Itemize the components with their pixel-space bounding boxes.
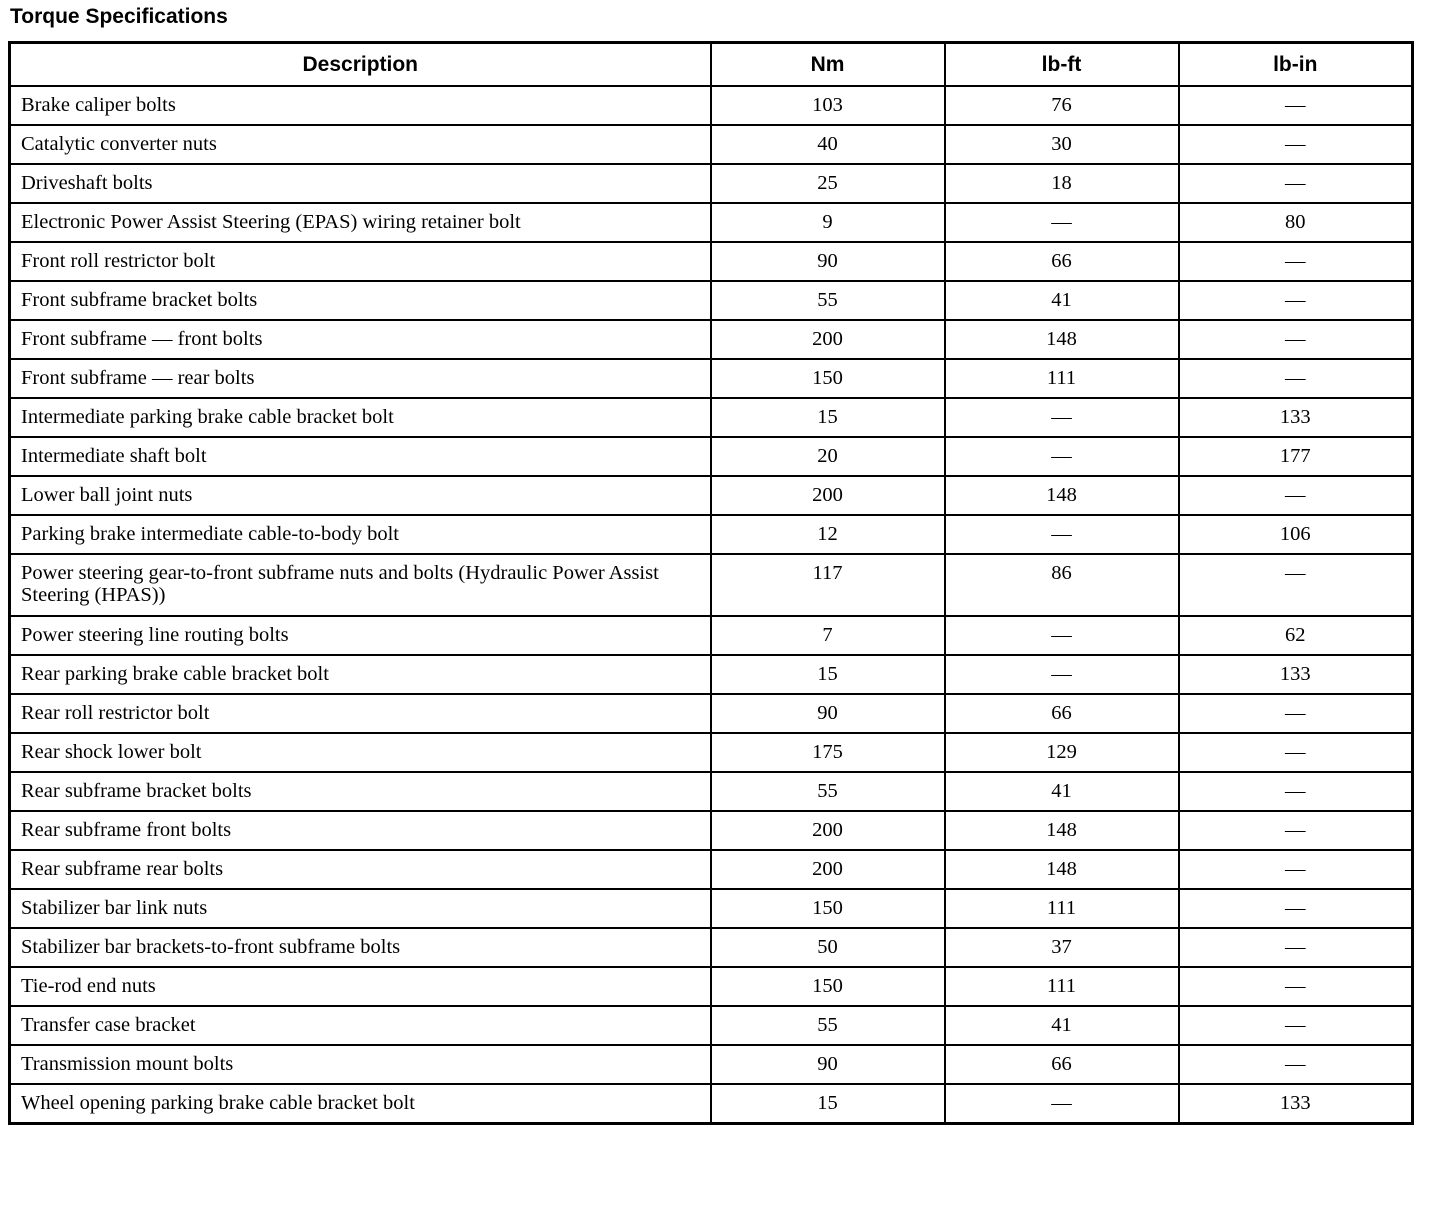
cell-description: Stabilizer bar brackets-to-front subframe bolts [10,928,711,967]
cell-description: Power steering line routing bolts [10,616,711,655]
cell-description: Front subframe — rear bolts [10,359,711,398]
cell-nm: 55 [711,1006,945,1045]
cell-lb-in: 80 [1179,203,1413,242]
cell-lb-ft: 18 [945,164,1179,203]
table-row [10,1006,1413,1045]
cell-nm: 12 [711,515,945,554]
cell-description: Rear subframe front bolts [10,811,711,850]
table-row [10,281,1413,320]
cell-description: Front subframe bracket bolts [10,281,711,320]
cell-nm: 40 [711,125,945,164]
cell-nm: 15 [711,1084,945,1123]
table-row [10,889,1413,928]
cell-nm: 15 [711,398,945,437]
cell-nm: 150 [711,967,945,1006]
table-row [10,476,1413,515]
cell-nm: 50 [711,928,945,967]
cell-lb-ft: — [945,1084,1179,1123]
table-row [10,616,1413,655]
cell-lb-in: — [1179,86,1413,125]
table-row [10,733,1413,772]
cell-lb-in: — [1179,242,1413,281]
cell-lb-in: — [1179,967,1413,1006]
cell-lb-ft: 148 [945,850,1179,889]
table-row [10,928,1413,967]
cell-description: Rear subframe rear bolts [10,850,711,889]
cell-lb-ft: 37 [945,928,1179,967]
cell-lb-in: — [1179,928,1413,967]
table-row [10,398,1413,437]
cell-lb-ft: 41 [945,281,1179,320]
cell-lb-ft: 30 [945,125,1179,164]
cell-lb-ft: — [945,437,1179,476]
table-row [10,967,1413,1006]
cell-lb-in: — [1179,811,1413,850]
cell-lb-in: — [1179,320,1413,359]
cell-lb-ft: 66 [945,694,1179,733]
cell-lb-in: 133 [1179,655,1413,694]
table-row [10,850,1413,889]
cell-lb-in: — [1179,889,1413,928]
table-row [10,242,1413,281]
table-row [10,86,1413,125]
cell-description: Catalytic converter nuts [10,125,711,164]
cell-lb-ft: 148 [945,320,1179,359]
cell-lb-in: — [1179,554,1413,616]
cell-description: Parking brake intermediate cable-to-body bolt [10,515,711,554]
cell-description: Transmission mount bolts [10,1045,711,1084]
cell-description: Front subframe — front bolts [10,320,711,359]
cell-description: Intermediate shaft bolt [10,437,711,476]
cell-lb-in: 133 [1179,398,1413,437]
cell-nm: 7 [711,616,945,655]
cell-description: Intermediate parking brake cable bracket bolt [10,398,711,437]
cell-description: Rear shock lower bolt [10,733,711,772]
table-row [10,811,1413,850]
cell-lb-in: 177 [1179,437,1413,476]
table-row [10,164,1413,203]
cell-lb-ft: 148 [945,476,1179,515]
cell-lb-ft: — [945,616,1179,655]
cell-lb-ft: 86 [945,554,1179,616]
cell-nm: 200 [711,850,945,889]
cell-nm: 55 [711,281,945,320]
table-row [10,1084,1413,1123]
cell-description: Transfer case bracket [10,1006,711,1045]
cell-lb-in: — [1179,1045,1413,1084]
cell-description: Rear subframe bracket bolts [10,772,711,811]
cell-description: Front roll restrictor bolt [10,242,711,281]
cell-nm: 117 [711,554,945,616]
table-row [10,694,1413,733]
cell-description: Wheel opening parking brake cable bracket bolt [10,1084,711,1123]
cell-description: Lower ball joint nuts [10,476,711,515]
cell-nm: 55 [711,772,945,811]
table-row [10,1045,1413,1084]
table-row [10,320,1413,359]
table-row [10,359,1413,398]
header-nm: Nm [711,43,945,87]
cell-nm: 150 [711,889,945,928]
page-title: Torque Specifications [10,5,228,28]
cell-nm: 200 [711,320,945,359]
torque-spec-table [8,41,1414,1125]
cell-nm: 200 [711,476,945,515]
cell-lb-ft: 66 [945,1045,1179,1084]
cell-lb-ft: 129 [945,733,1179,772]
cell-lb-in: — [1179,733,1413,772]
cell-lb-ft: 148 [945,811,1179,850]
cell-lb-in: 62 [1179,616,1413,655]
cell-nm: 15 [711,655,945,694]
cell-lb-ft: 111 [945,967,1179,1006]
cell-lb-ft: — [945,398,1179,437]
cell-lb-in: — [1179,125,1413,164]
cell-lb-in: — [1179,359,1413,398]
cell-nm: 175 [711,733,945,772]
cell-description: Electronic Power Assist Steering (EPAS) wiring retainer bolt [10,203,711,242]
cell-lb-ft: — [945,655,1179,694]
table-row [10,437,1413,476]
table-row [10,515,1413,554]
cell-lb-ft: 41 [945,772,1179,811]
cell-nm: 90 [711,1045,945,1084]
cell-description: Driveshaft bolts [10,164,711,203]
header-lb-in: lb-in [1179,43,1413,87]
table-body [10,86,1413,1123]
header-lb-ft: lb-ft [945,43,1179,87]
cell-lb-ft: 111 [945,359,1179,398]
cell-lb-ft: 66 [945,242,1179,281]
cell-description: Power steering gear-to-front subframe nuts and bolts (Hydraulic Power Assist Steering (HPAS)) [10,554,711,616]
cell-lb-in: — [1179,850,1413,889]
cell-lb-in: — [1179,281,1413,320]
table-row [10,125,1413,164]
cell-lb-ft: — [945,203,1179,242]
cell-lb-ft: 41 [945,1006,1179,1045]
cell-description: Rear parking brake cable bracket bolt [10,655,711,694]
table-header-row [10,43,1413,87]
cell-lb-in: — [1179,772,1413,811]
table-row [10,554,1413,616]
cell-nm: 20 [711,437,945,476]
cell-nm: 90 [711,694,945,733]
header-description: Description [10,43,711,87]
cell-nm: 90 [711,242,945,281]
table-row [10,655,1413,694]
cell-lb-ft: — [945,515,1179,554]
cell-lb-in: — [1179,694,1413,733]
table-row [10,772,1413,811]
cell-description: Brake caliper bolts [10,86,711,125]
cell-lb-in: 106 [1179,515,1413,554]
cell-nm: 25 [711,164,945,203]
cell-nm: 150 [711,359,945,398]
cell-lb-in: — [1179,164,1413,203]
cell-lb-in: — [1179,476,1413,515]
cell-lb-ft: 76 [945,86,1179,125]
cell-lb-ft: 111 [945,889,1179,928]
cell-lb-in: 133 [1179,1084,1413,1123]
cell-description: Stabilizer bar link nuts [10,889,711,928]
cell-nm: 200 [711,811,945,850]
cell-description: Tie-rod end nuts [10,967,711,1006]
cell-description: Rear roll restrictor bolt [10,694,711,733]
cell-lb-in: — [1179,1006,1413,1045]
table-row [10,203,1413,242]
cell-nm: 103 [711,86,945,125]
cell-nm: 9 [711,203,945,242]
